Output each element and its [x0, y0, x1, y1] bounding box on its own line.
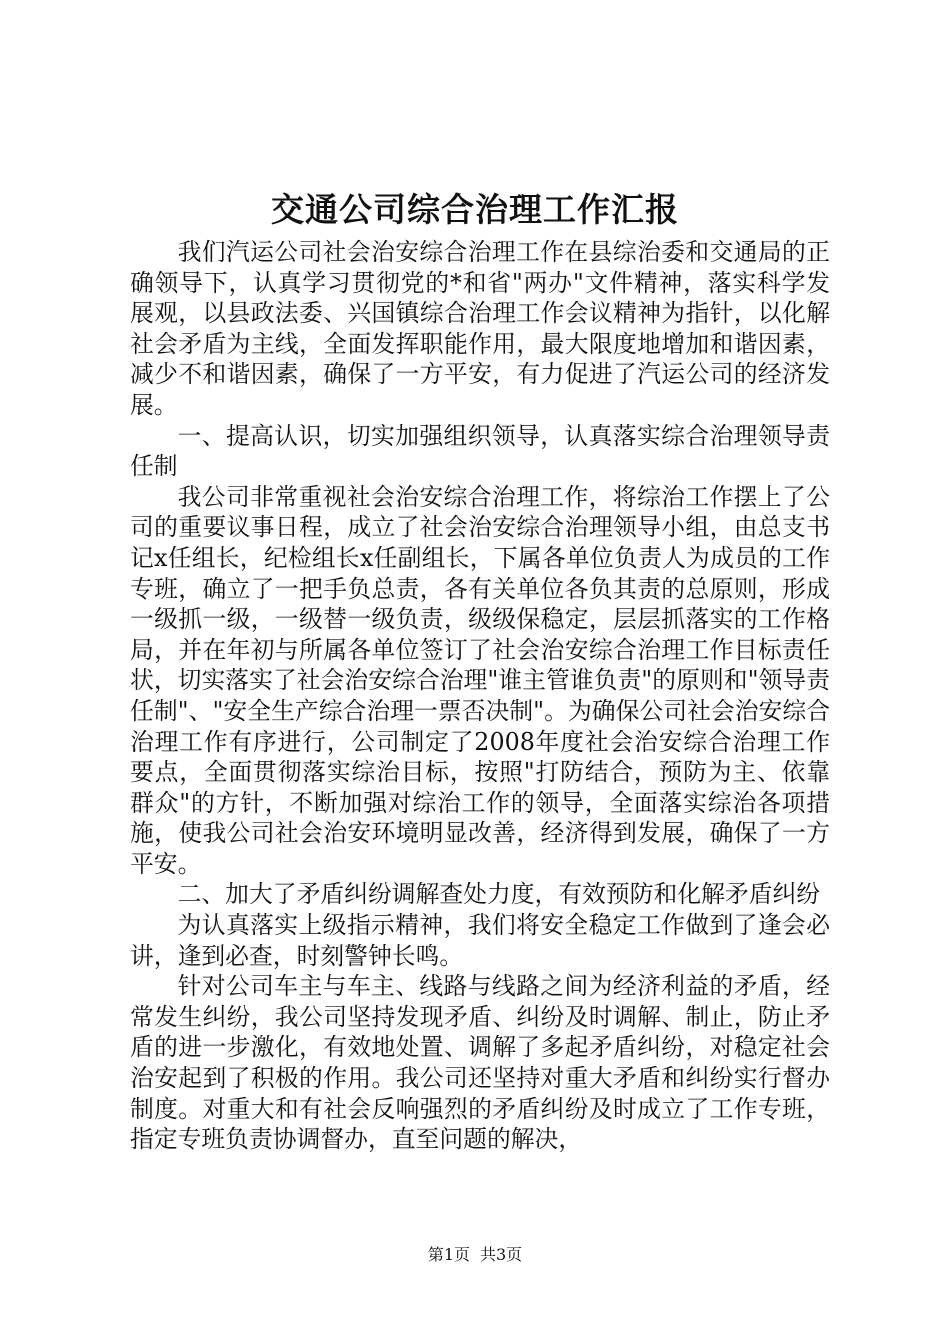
page-total: 共3页 [480, 1245, 523, 1264]
paragraph-section-1: 我公司非常重视社会治安综合治理工作，将综治工作摆上了公司的重要议事日程，成立了社会治安综合治理领导小组，由总支书记x任组长，纪检组长x任副组长，下属各单位负责人为成员的工作专班，确立了一把手负总责，各有关单位各负其责的总原则，形成一级抓一级，一级替一级负责，级级保稳定，层层抓落实的工作格局，并在年初与所属各单位签订了社会治安综合治理工作目标责任状，切实落实了社会治安综合治理"谁主管谁负责"的原则和"领导责任制"、"安全生产综合治理一票否决制"。为确保公司社会治安综合治理工作有序进行，公司制定了2008年度社会治安综合治理工作要点，全面贯彻落实综治目标，按照"打防结合，预防为主、依靠群众"的方针，不断加强对综治工作的领导，全面落实综治各项措施，使我公司社会治安环境明显改善，经济得到发展，确保了一方平安。 [130, 482, 830, 878]
document-body [130, 237, 830, 1155]
document-title: 交通公司综合治理工作汇报 [271, 190, 679, 229]
section-heading-2: 二、加大了矛盾纠纷调解查处力度，有效预防和化解矛盾纠纷 [177, 880, 821, 909]
paragraph-section-2b: 针对公司车主与车主、线路与线路之间为经济利益的矛盾，经常发生纠纷，我公司坚持发现矛盾、纠纷及时调解、制止，防止矛盾的进一步激化，有效地处置、调解了多起矛盾纠纷，对稳定社会治安起到了积极的作用。我公司还坚持对重大矛盾和纠纷实行督办制度。对重大和有社会反响强烈的矛盾纠纷及时成立了工作专班，指定专班负责协调督办，直至问题的解决， [130, 972, 830, 1154]
paragraph-intro: 我们汽运公司社会治安综合治理工作在县综治委和交通局的正确领导下，认真学习贯彻党的*和省"两办"文件精神，落实科学发展观，以县政法委、兴国镇综合治理工作会议精神为指针，以化解社会矛盾为主线，全面发挥职能作用，最大限度地增加和谐因素，减少不和谐因素，确保了一方平安，有力促进了汽运公司的经济发展。 [130, 238, 830, 419]
page-number: 第1页 [427, 1245, 470, 1264]
paragraph-section-2a: 为认真落实上级指示精神，我们将安全稳定工作做到了逢会必讲，逢到必查，时刻警钟长鸣。 [130, 911, 830, 970]
section-heading-1: 一、提高认识，切实加强组织领导，认真落实综合治理领导责任制 [130, 421, 830, 481]
page-footer [0, 1245, 950, 1265]
